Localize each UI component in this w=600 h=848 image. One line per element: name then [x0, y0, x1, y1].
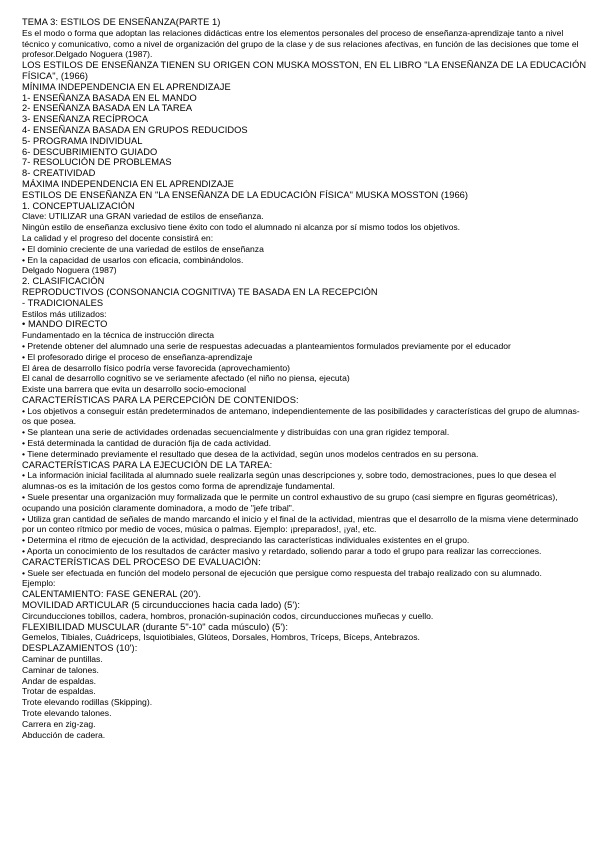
text-line: • MANDO DIRECTO: [22, 319, 108, 330]
text-line: CALENTAMIENTO: FASE GENERAL (20').: [22, 589, 201, 600]
text-line: MOVILIDAD ARTICULAR (5 circunducciones hacia cada lado) (5'):: [22, 600, 300, 611]
text-line: • Se plantean una serie de actividades ordenadas secuencialmente y distribuidas con una gran rigidez temporal.: [22, 427, 450, 438]
text-line: ESTILOS DE ENSEÑANZA EN "LA ENSEÑANZA DE LA EDUCACIÓN FÍSICA" MUSKA MOSSTON (1966): [22, 189, 469, 200]
text-line: Gemelos, Tibiales, Cuádriceps, Isquiotibiales, Glúteos, Dorsales, Hombros, Tríceps, Bíceps, Antebrazos.: [22, 632, 420, 643]
text-line: • Los objetivos a conseguir están predeterminados de antemano, independientemente de las posibilidades y características del grupo de alumnas-os que posea.: [22, 405, 580, 427]
text-line: FLEXIBILIDAD MUSCULAR (durante 5"-10" cada músculo) (5'):: [22, 621, 288, 632]
text-line: DESPLAZAMIENTOS (10'):: [22, 643, 138, 654]
text-line: CARACTERÍSTICAS DEL PROCESO DE EVALUACIÓN:: [22, 556, 261, 567]
text-line: • Suele ser efectuada en función del modelo personal de ejecución que persigue como respuesta del trabajo realizado con su alumnado.: [22, 567, 542, 578]
text-line: 2. CLASIFICACIÓN: [22, 276, 105, 287]
text-line: • Pretende obtener del alumnado una serie de respuestas adecuadas a planteamientos formulados previamente por el educador: [22, 340, 511, 351]
text-line: 8- CREATIVIDAD: [22, 168, 96, 179]
text-line: MÁXIMA INDEPENDENCIA EN EL APRENDIZAJE: [22, 178, 234, 189]
text-line: Caminar de puntillas.: [22, 654, 103, 665]
text-line: Caminar de talones.: [22, 664, 99, 675]
text-line: 1- ENSEÑANZA BASADA EN EL MANDO: [22, 92, 197, 103]
text-line: • Utiliza gran cantidad de señales de mando marcando el inicio y el final de la actividad, mientras que el desarrollo de la misma viene determinado por un conteo rítmico por medio de voces, música o palmas. Ejemplo: ¡preparados!, ¡ya!, etc.: [22, 513, 579, 535]
text-line: La calidad y el progreso del docente consistirá en:: [22, 232, 214, 243]
text-line: MÍNIMA INDEPENDENCIA EN EL APRENDIZAJE: [22, 81, 231, 92]
text-line: Estilos más utilizados:: [22, 308, 107, 319]
text-line: 7- RESOLUCIÓN DE PROBLEMAS: [22, 157, 172, 168]
text-line: Ningún estilo de enseñanza exclusivo tiene éxito con todo el alumnado ni alcanza por sí mismo todos los objetivos.: [22, 222, 461, 233]
text-line: Clave: UTILIZAR una GRAN variedad de estilos de enseñanza.: [22, 211, 264, 222]
text-line: Existe una barrera que evita un desarrollo socio-emocional: [22, 384, 247, 395]
text-line: 5- PROGRAMA INDIVIDUAL: [22, 135, 143, 146]
text-line: - TRADICIONALES: [22, 297, 104, 308]
text-line: REPRODUCTIVOS (CONSONANCIA COGNITIVA) TE BASADA EN LA RECEPCIÓN: [22, 286, 378, 297]
text-line: • En la capacidad de usarlos con eficacia, combinándolos.: [22, 254, 244, 265]
text-line: Es el modo o forma que adoptan las relaciones didácticas entre los elementos personales del proceso de enseñanza-aprendizaje tanto a nivel técnico y comunicativo, como a nivel de organización del grupo de la clase y de sus relaciones afectivas, en función de las decisiones que tome el profesor.Delgado Noguera (1987).: [22, 27, 579, 60]
text-line: 3- ENSEÑANZA RECÍPROCA: [22, 114, 149, 125]
text-line: CARACTERÍSTICAS PARA LA PERCEPCIÓN DE CONTENIDOS:: [22, 394, 299, 405]
text-line: • Está determinada la cantidad de duración fija de cada actividad.: [22, 438, 272, 449]
text-line: Ejemplo:: [22, 578, 56, 589]
text-line: 4- ENSEÑANZA BASADA EN GRUPOS REDUCIDOS: [22, 124, 248, 135]
text-line: Abducción de cadera.: [22, 729, 106, 740]
text-line: Trote elevando talones.: [22, 708, 112, 718]
text-line: Carrera en zig-zag.: [22, 718, 96, 729]
text-line: 2- ENSEÑANZA BASADA EN LA TAREA: [22, 103, 193, 114]
text-line: • Aporta un conocimiento de los resultados de carácter masivo y retardado, soliendo parar a todo el grupo para realizar las correcciones.: [22, 546, 542, 557]
text-line: Trote elevando rodillas (Skipping).: [22, 697, 153, 708]
text-line: Delgado Noguera (1987): [22, 265, 117, 276]
text-line: CARACTERÍSTICAS PARA LA EJECUCIÓN DE LA TAREA:: [22, 459, 273, 470]
text-line: El área de desarrollo físico podría verse favorecida (aprovechamiento): [22, 362, 290, 373]
text-line: Trotar de espaldas.: [22, 686, 96, 697]
text-line: LOS ESTILOS DE ENSEÑANZA TIENEN SU ORIGEN CON MUSKA MOSSTON, EN EL LIBRO "LA ENSEÑANZA DE LA EDUCACIÓN FÍSICA", (1966): [22, 60, 587, 81]
text-line: TEMA 3: ESTILOS DE ENSEÑANZA(PARTE 1): [22, 17, 221, 27]
text-line: El canal de desarrollo cognitivo se ve seriamente afectado (el niño no piensa, ejecuta): [22, 373, 350, 384]
text-line: Andar de espaldas.: [22, 675, 97, 686]
text-line: • Tiene determinado previamente el resultado que desea de la actividad, según unos modelos centrados en su persona.: [22, 448, 479, 459]
text-line: • Determina el ritmo de ejecución de la actividad, despreciando las características individuales existentes en el grupo.: [22, 535, 470, 546]
text-line: Fundamentado en la técnica de instrucción directa: [22, 330, 215, 341]
text-line: • El profesorado dirige el proceso de enseñanza-aprendizaje: [22, 351, 253, 362]
text-line: 1. CONCEPTUALIZACIÓN: [22, 200, 135, 211]
text-line: • Suele presentar una organización muy formalizada que le permite un control exhaustivo de su grupo (casi siempre en figuras geométricas), ocupando una posición claramente dominadora, a modo de "jefe tribal".: [22, 492, 558, 513]
text-line: • El dominio creciente de una variedad de estilos de enseñanza: [22, 243, 264, 254]
text-line: • La información inicial facilitada al alumnado suele realizarla según unas descripciones y, sobre todo, demostraciones, pues lo que desea el alumnas-os es la imitación de los gestos como forma de aprendizaje fundamental.: [22, 470, 557, 492]
text-line: Circunducciones tobillos, cadera, hombros, pronación-supinación codos, circunducciones muñecas y cuello.: [22, 610, 434, 621]
text-line: 6- DESCUBRIMIENTO GUIADO: [22, 146, 158, 157]
